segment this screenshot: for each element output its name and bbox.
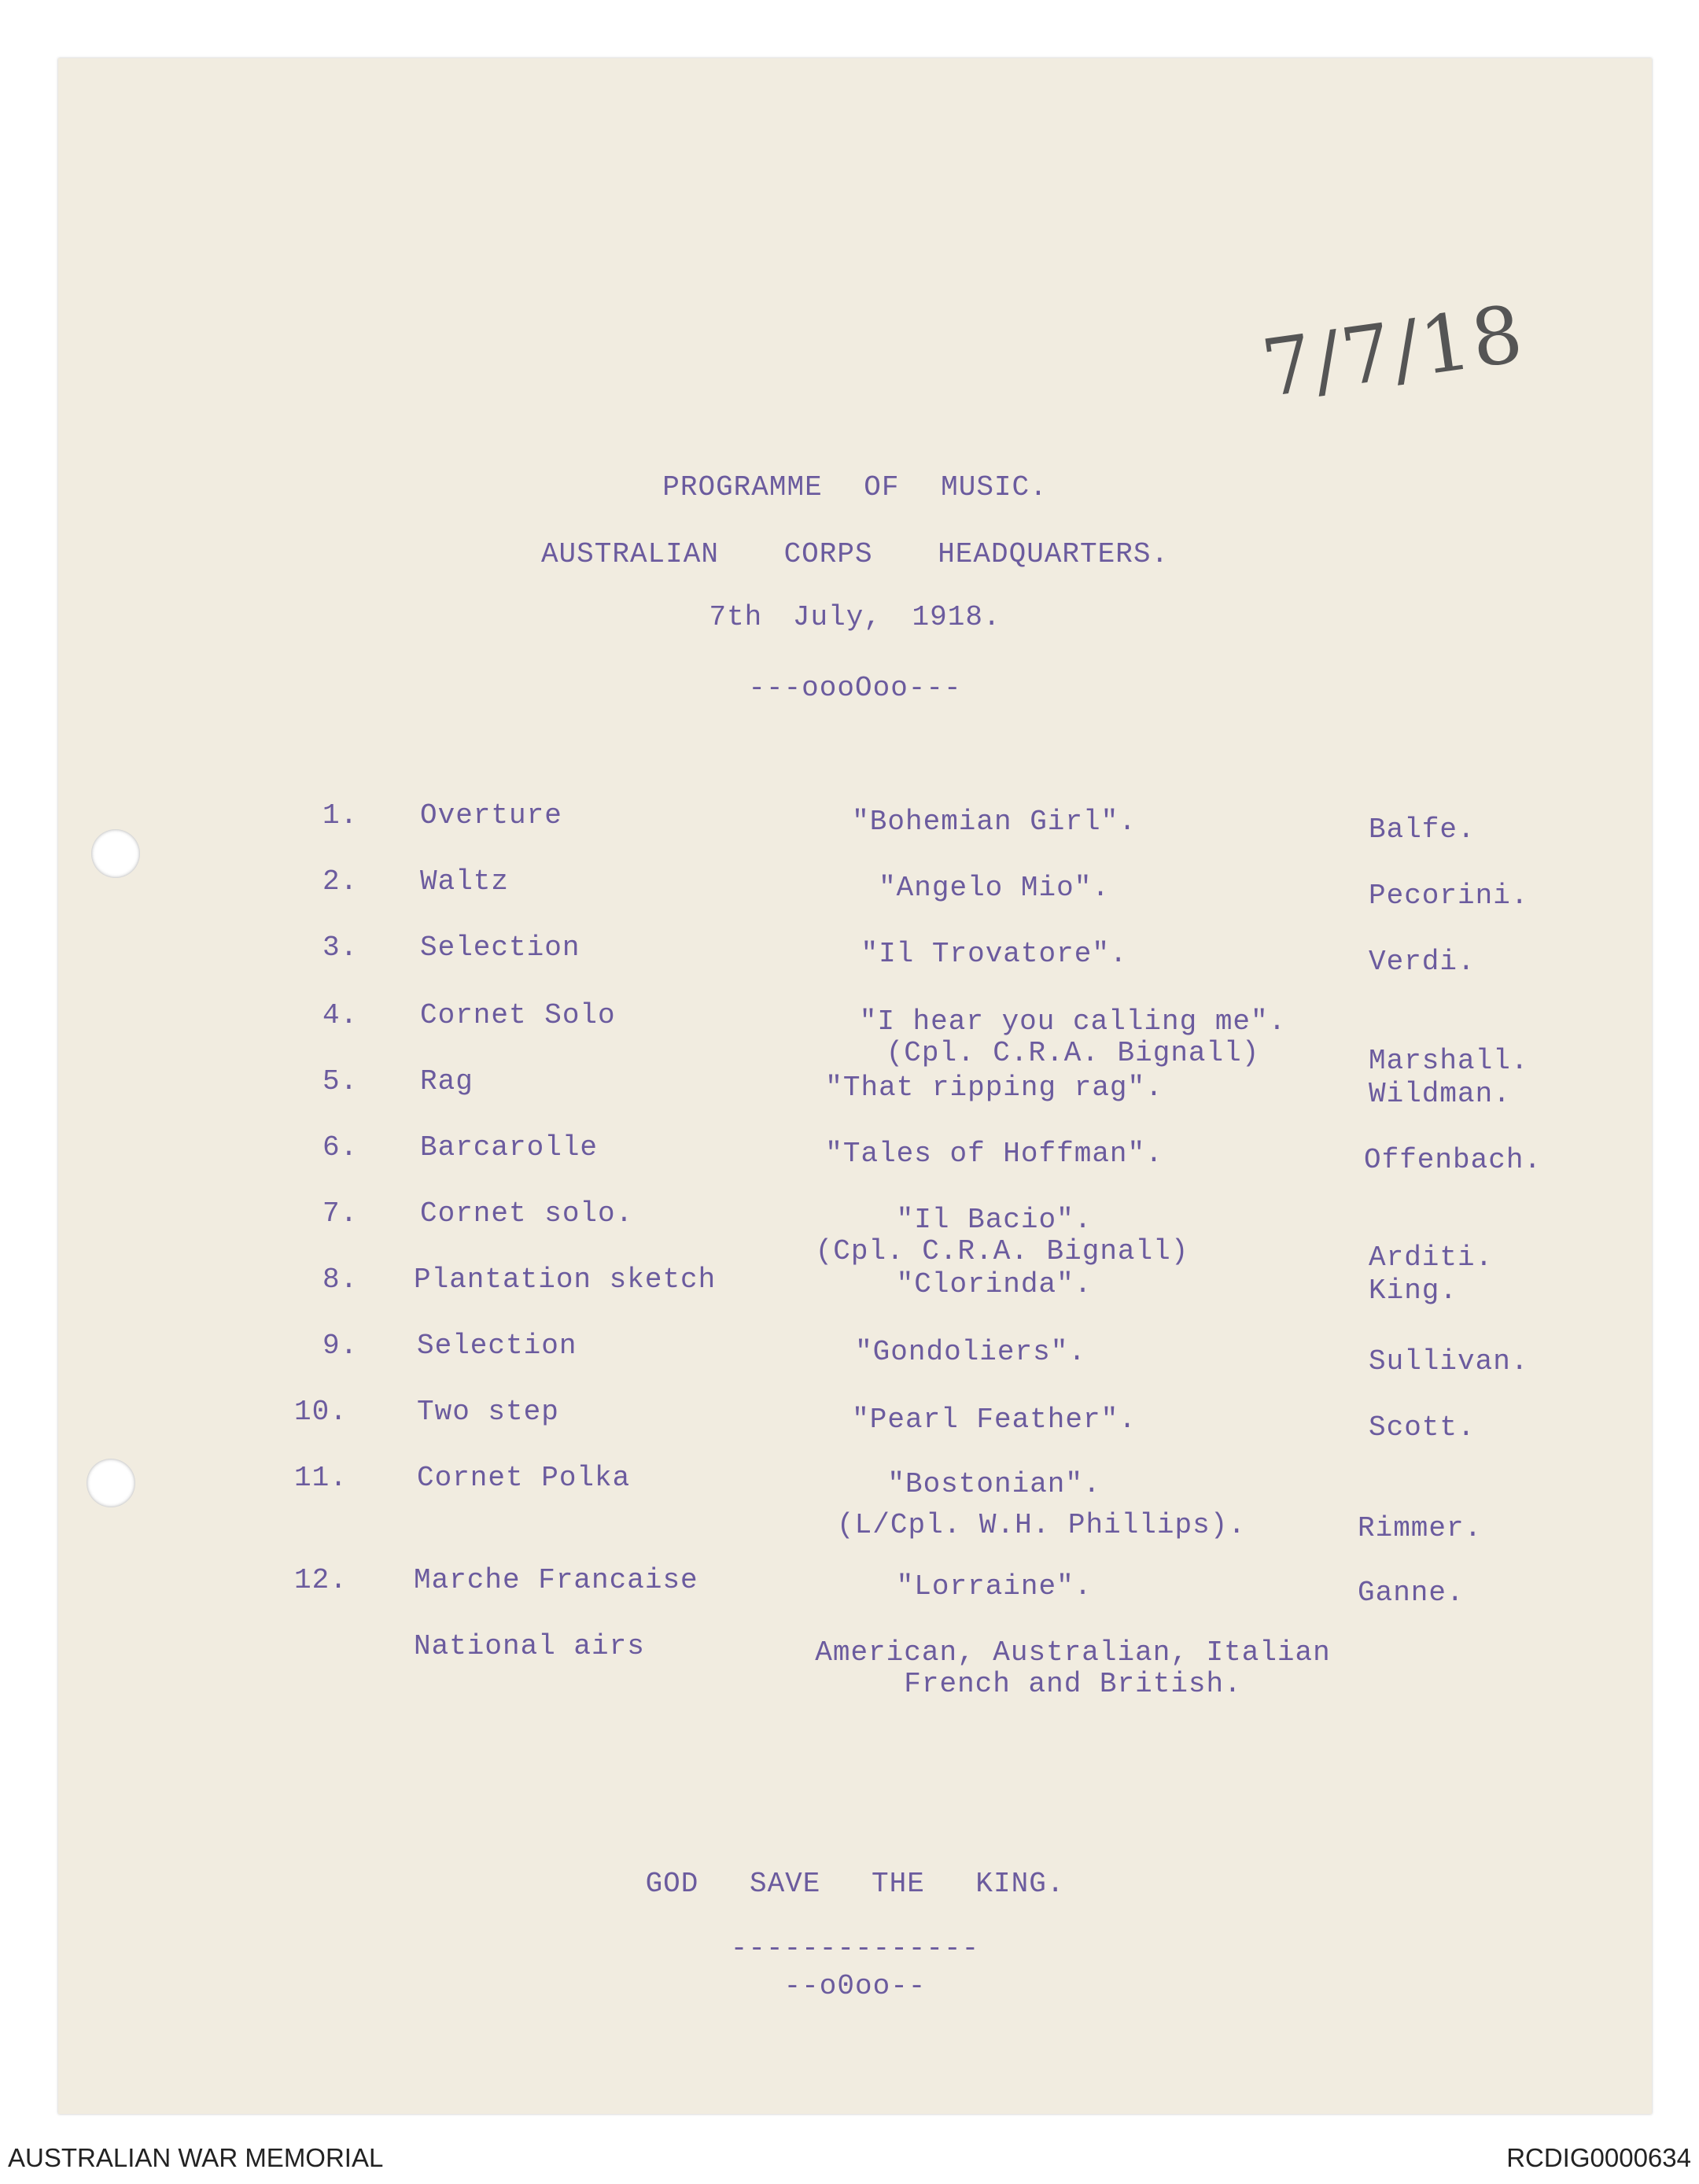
national-airs-label: National airs — [414, 1630, 645, 1662]
item-number: 2. — [322, 865, 359, 898]
national-airs-line1: American, Australian, Italian — [815, 1636, 1331, 1669]
item-composer: Marshall. — [1369, 1045, 1529, 1077]
punch-hole — [87, 1459, 135, 1507]
item-composer: King. — [1369, 1275, 1458, 1307]
item-composer: Arditi. — [1369, 1241, 1494, 1274]
item-composer: Rimmer. — [1358, 1512, 1483, 1544]
item-composer: Balfe. — [1369, 813, 1476, 846]
item-composer: Ganne. — [1358, 1577, 1465, 1609]
item-title: "Clorinda". — [896, 1268, 1093, 1300]
item-title: "Gondoliers". — [855, 1336, 1086, 1368]
programme-date: 7th July, 1918. — [709, 601, 1001, 633]
item-title: "Pearl Feather". — [852, 1404, 1137, 1436]
item-number: 7. — [322, 1197, 359, 1230]
national-airs-line2: French and British. — [904, 1668, 1242, 1700]
item-number: 11. — [294, 1462, 348, 1494]
item-composer: Verdi. — [1369, 946, 1476, 978]
item-type: Cornet solo. — [420, 1197, 634, 1230]
closing-line: GOD SAVE THE KING. — [645, 1868, 1065, 1900]
item-number: 10. — [294, 1396, 348, 1428]
item-type: Marche Francaise — [414, 1564, 698, 1596]
item-number: 9. — [322, 1330, 359, 1362]
document-sheet — [58, 58, 1652, 2114]
item-composer: Scott. — [1369, 1411, 1476, 1444]
punch-hole — [91, 829, 140, 878]
header-divider: ---oooOoo--- — [748, 672, 962, 704]
item-type: Two step — [417, 1396, 559, 1428]
item-number: 12. — [294, 1564, 348, 1596]
item-title: "That ripping rag". — [825, 1072, 1163, 1104]
item-number: 1. — [322, 799, 359, 832]
item-title: "Bostonian". — [887, 1468, 1101, 1500]
item-type: Barcarolle — [420, 1131, 599, 1164]
item-number: 4. — [322, 999, 359, 1031]
item-number: 6. — [322, 1131, 359, 1164]
item-type: Selection — [420, 932, 580, 964]
item-title: "Bohemian Girl". — [852, 806, 1137, 838]
item-title: "Lorraine". — [896, 1570, 1093, 1603]
item-type: Cornet Polka — [417, 1462, 631, 1494]
item-performer: (Cpl. C.R.A. Bignall) — [815, 1235, 1189, 1267]
closing-rule: -------------- — [730, 1932, 980, 1964]
closing-ornament: --o0oo-- — [783, 1970, 927, 2002]
item-type: Rag — [420, 1065, 474, 1098]
item-type: Waltz — [420, 865, 510, 898]
item-title: "I hear you calling me". — [859, 1005, 1287, 1038]
item-type: Overture — [420, 799, 562, 832]
item-composer: Pecorini. — [1369, 880, 1529, 912]
item-title: "Tales of Hoffman". — [825, 1138, 1163, 1170]
item-performer: (Cpl. C.R.A. Bignall) — [886, 1037, 1260, 1069]
footer-source: AUSTRALIAN WAR MEMORIAL — [8, 2143, 384, 2172]
footer-id: RCDIG0000634 — [1506, 2143, 1691, 2172]
item-number: 5. — [322, 1065, 359, 1098]
item-type: Selection — [417, 1330, 577, 1362]
item-composer: Sullivan. — [1369, 1345, 1529, 1378]
item-type: Plantation sketch — [414, 1264, 717, 1296]
item-number: 3. — [322, 932, 359, 964]
item-title: "Il Trovatore". — [861, 938, 1128, 970]
item-performer: (L/Cpl. W.H. Phillips). — [837, 1509, 1246, 1541]
handwritten-date: 7/7/18 — [1256, 287, 1530, 415]
programme-title: PROGRAMME OF MUSIC. — [662, 471, 1048, 504]
item-composer: Offenbach. — [1364, 1144, 1542, 1176]
item-composer: Wildman. — [1369, 1078, 1511, 1110]
programme-subtitle: AUSTRALIAN CORPS HEADQUARTERS. — [540, 538, 1170, 570]
item-number: 8. — [322, 1264, 359, 1296]
item-title: "Angelo Mio". — [879, 872, 1110, 904]
item-type: Cornet Solo — [420, 999, 616, 1031]
item-title: "Il Bacio". — [896, 1204, 1093, 1236]
